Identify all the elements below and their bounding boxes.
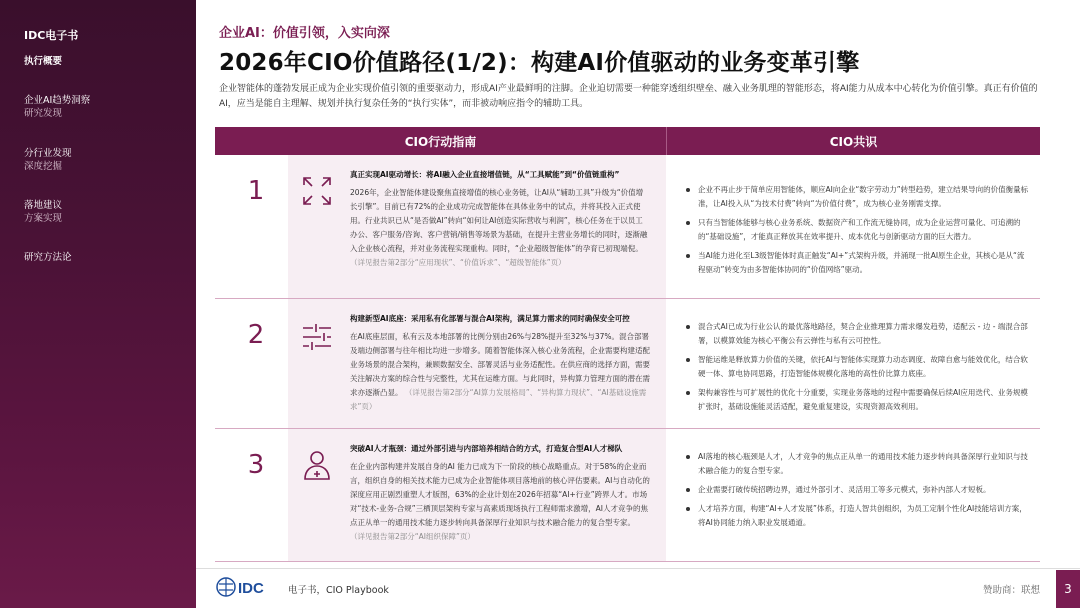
guide-text bbox=[350, 168, 650, 270]
sidebar-item-recommendations[interactable] bbox=[24, 199, 62, 225]
sliders-icon bbox=[300, 320, 334, 354]
footer-text: 电子书，CIO Playbook bbox=[288, 585, 389, 596]
list-item: 智能运维是释放算力价值的关键，依托AI与智能体实现算力动态调度、故障自愈与能效优化，结合软硬一体、算电协同思路，打造智能体规模化落地的高性价比算力底座。 bbox=[686, 353, 1031, 381]
list-item: 只有当智能体能够与核心业务系统、数据资产和工作流无缝协同，成为企业运营可量化、可追溯的的“基础设施”，才能真正释放其在效率提升、成本优化与创新驱动方面的巨大潜力。 bbox=[686, 216, 1031, 244]
consensus-list bbox=[686, 320, 1031, 419]
sidebar-item-label: 分行业发现 bbox=[24, 148, 72, 159]
sidebar-item-sub: 方案实现 bbox=[24, 213, 63, 224]
logo-text: IDC bbox=[238, 580, 264, 597]
footer-divider bbox=[196, 568, 1080, 569]
sidebar-item-sub: 深度挖掘 bbox=[24, 161, 63, 172]
table-header-right: CIO共识 bbox=[666, 127, 1040, 155]
consensus-list bbox=[686, 183, 1031, 282]
page-title: 2026年CIO价值路径(1/2)：构建AI价值驱动的业务变革引擎 bbox=[219, 50, 860, 76]
list-item: 人才培养方面，构建“AI+人才发展”体系，打造人智共创组织，为员工定制个性化AI技能培训方案，将AI协同能力纳入职业发展通道。 bbox=[686, 502, 1031, 530]
row-divider bbox=[215, 428, 1040, 429]
row-number: 3 bbox=[247, 450, 265, 480]
guide-heading: 构建新型AI底座：采用私有化部署与混合AI架构，满足算力需求的同时确保安全可控 bbox=[350, 314, 630, 323]
sidebar-item-summary[interactable] bbox=[24, 55, 62, 68]
sidebar-item-methodology[interactable] bbox=[24, 251, 72, 264]
list-item: 当AI能力进化至L3级智能体时真正触发“AI+”式架构升级，并涌现一批AI原生企业，其核心是从“流程驱动”转变为由多智能体协同的“价值网络”驱动。 bbox=[686, 249, 1031, 277]
consensus-list bbox=[686, 450, 1031, 535]
page-number: 3 bbox=[1056, 570, 1080, 608]
row-number: 2 bbox=[247, 320, 265, 350]
guide-reference: （详见报告第2部分“AI组织保障”页） bbox=[350, 532, 475, 541]
sidebar-item-industry[interactable] bbox=[24, 147, 72, 173]
sidebar-item-label: 企业AI趋势洞察 bbox=[24, 95, 91, 106]
guide-body: 在AI底座层面，私有云及本地部署的比例分别由26%与28%提升至32%与37%。混合部署及端边侧部署与往年相比均进一步增多。随着智能体深入核心业务流程，企业需要构建适配业务场景的混合架构，兼顾数据安全、部署灵活与业务适配性。在供应商的选择方面，需要关注解决方案的综合性与完整性，尤其在运维方面。与此同时，异构算力管理方面的潜在需求亦逐渐凸显。 bbox=[350, 332, 650, 397]
sidebar-item-trends[interactable] bbox=[24, 94, 90, 120]
guide-reference: （详见报告第2部分“AI算力发展格局”、“异构算力现状”、“AI基础设施需求”页） bbox=[350, 388, 647, 411]
sidebar-item-label: 执行概要 bbox=[24, 56, 63, 67]
table-header-left: CIO行动指南 bbox=[215, 127, 666, 155]
row-divider bbox=[215, 298, 1040, 299]
breadcrumb: 企业AI：价值引领，入实向深 bbox=[219, 26, 390, 41]
list-item: 企业不再止步于简单应用智能体，顺应AI向企业“数字劳动力”转型趋势，建立结果导向的价值衡量标准，让AI投入从“为技术付费”转向“为价值付费”，成为核心业务刚需支撑。 bbox=[686, 183, 1031, 211]
sidebar-item-sub: 研究发现 bbox=[24, 108, 63, 119]
intro-paragraph: 企业智能体的蓬勃发展正成为企业实现价值引领的重要驱动力，形成AI产业最鲜明的注脚。企业迫切需要一种能穿透组织壁垒、融入业务肌理的智能形态，将AI能力从成本中心转化为价值引擎。真正有价值的AI，应当是能自主理解、规划并执行复杂任务的“执行实体”，而非被动响应指令的辅助工具。 bbox=[219, 84, 1038, 109]
list-item: 架构兼容性与可扩展性的优化十分重要，实现业务落地的过程中需要确保后续AI应用迭代、业务规模扩张时，基础设施能灵活适配，避免重复建设，实现资源高效利用。 bbox=[686, 386, 1031, 414]
guide-text bbox=[350, 312, 650, 414]
sidebar-item-label: 落地建议 bbox=[24, 200, 63, 211]
sponsor-text: 赞助商：联想 bbox=[982, 585, 1040, 596]
guide-text bbox=[350, 442, 650, 544]
guide-reference: （详见报告第2部分“应用现状”、“价值诉求”、“超级智能体”页） bbox=[350, 258, 566, 267]
row-number: 1 bbox=[247, 176, 265, 206]
row-divider bbox=[215, 561, 1040, 562]
sidebar-item-label: 研究方法论 bbox=[24, 252, 72, 263]
sidebar bbox=[0, 0, 196, 608]
guide-body: 2026年，企业智能体建设聚焦直接增值的核心业务链，让AI从“辅助工具”升级为“价值增长引擎”。目前已有72%的企业成功完成智能体在具体业务中的试点，并将其投入正式使用。行业共识已从“是否做AI”转向“如何让AI创造实际营收与利润”，核心任务在于以员工办公、客户服务/咨询、客户营销/销售等场景为基础，在提升主营业务增长的同时，逐渐融入企业核心流程，并对业务流程实现重构。同时，“企业超级智能体”的孕育已初现端倪。 bbox=[350, 188, 648, 253]
list-item: 混合式AI已成为行业公认的最优落地路径，契合企业推理算力需求爆发趋势，适配云 - 边 - 端混合部署，以模算效能为核心平衡公有云弹性与私有云可控性。 bbox=[686, 320, 1031, 348]
guide-heading: 突破AI人才瓶颈：通过外部引进与内部培养相结合的方式，打造复合型AI人才梯队 bbox=[350, 444, 623, 453]
list-item: AI落地的核心瓶颈是人才，人才竞争的焦点正从单一的通用技术能力逐步转向具备深厚行业知识与技术融合能力的复合型专家。 bbox=[686, 450, 1031, 478]
idc-logo bbox=[216, 576, 276, 598]
sidebar-brand: IDC电子书 bbox=[24, 29, 79, 42]
list-item: 企业需要打破传统招聘边界，通过外部引才、灵活用工等多元模式，弥补内部人才短板。 bbox=[686, 483, 1031, 497]
guide-heading: 真正实现AI驱动增长：将AI融入企业直接增值链，从“工具赋能”到“价值链重构” bbox=[350, 170, 620, 179]
expand-arrows-icon bbox=[300, 174, 334, 208]
user-add-icon bbox=[300, 448, 334, 482]
guide-body: 在企业内部构建并发展自身的AI 能力已成为下一阶段的核心战略重点。对于58%的企业而言，组织自身的相关技术能力已成为企业智能体项目落地前的核心评估要素。AI与自动化的深度应用正剧烈重塑人才版图，63%的企业计划在2026年招募“AI+行业”跨界人才。市场对“技术-业务-合规”三栖顶层架构专家与高素质现场执行工程师需求激增，AI人才竞争的焦点正从单一的通用技术能力逐步转向具备深厚行业知识与技术融合能力的复合型专家。 bbox=[350, 462, 650, 527]
